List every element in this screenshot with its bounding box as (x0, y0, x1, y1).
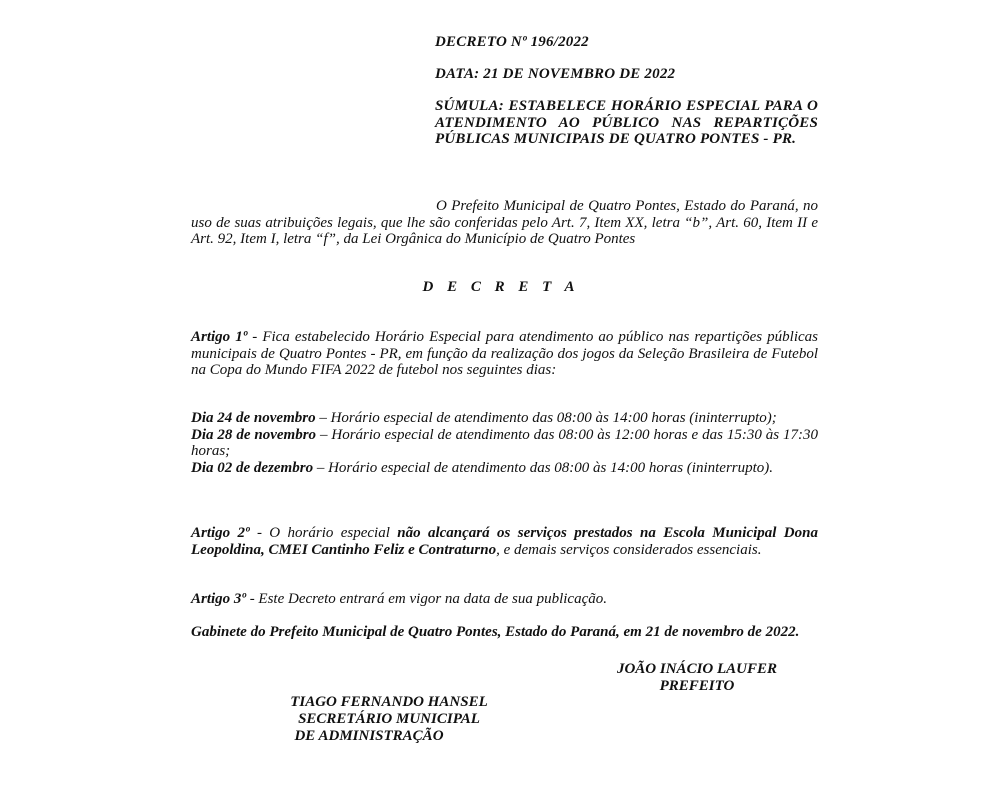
schedule-day-label: Dia 02 de dezembro (191, 459, 314, 476)
mayor-title: PREFEITO (659, 678, 735, 694)
secretary-name: TIAGO FERNANDO HANSEL (290, 694, 488, 710)
secretary-title-line1: SECRETÁRIO MUNICIPAL (298, 711, 480, 727)
secretary-title-line2: DE ADMINISTRAÇÃO (294, 728, 444, 744)
mayor-name: JOÃO INÁCIO LAUFER (616, 661, 778, 677)
schedule-day-text: – Horário especial de atendimento das 08:00 às 14:00 horas (ininterrupto). (313, 459, 774, 476)
decree-number: DECRETO Nº 196/2022 (435, 34, 589, 50)
article-3-label: Artigo 3º (191, 591, 246, 607)
decree-date: DATA: 21 DE NOVEMBRO DE 2022 (435, 66, 676, 82)
article-1-label: Artigo 1º (191, 329, 248, 345)
secretary-signature-block (262, 694, 516, 745)
article-2-paragraph (191, 525, 818, 558)
article-3-text: - Este Decreto entrará em vigor na data de sua publicação. (245, 591, 607, 607)
schedule-day-text: – Horário especial de atendimento das 08:00 às 14:00 horas (ininterrupto); (315, 410, 777, 426)
preamble-paragraph: O Prefeito Municipal de Quatro Pontes, Estado do Paraná, no uso de suas atribuições legais, que lhe são conferidas pelo Art. 7, Item XX, letra “b”, Art. 60, Item II e Art. 92, Item I, letra “f”, da Lei Orgânica do Município de Quatro Pontes (191, 198, 818, 247)
article-2-text-before: - O horário especial (249, 525, 398, 541)
decree-summary: SÚMULA: ESTABELECE HORÁRIO ESPECIAL PARA O ATENDIMENTO AO PÚBLICO NAS REPARTIÇÕES PÚBLICAS MUNICIPAIS DE QUATRO PONTES - PR. (435, 98, 818, 147)
mayor-signature-block (590, 661, 804, 695)
schedule-day-text: – Horário especial de atendimento das 08:00 às 12:00 horas e das 15:30 às 17:30 horas; (191, 426, 818, 459)
article-2-emphasis: não alcançará os serviços prestados na Escola Municipal Dona Leopoldina, CMEI Cantinho Feliz e Contraturno (191, 525, 818, 558)
schedule-day-label: Dia 24 de novembro (191, 410, 316, 426)
decreta-heading: D E C R E T A (422, 279, 580, 295)
article-1-paragraph (191, 329, 818, 379)
schedule-item (191, 460, 818, 477)
article-3-paragraph (191, 591, 818, 608)
schedule-list (191, 410, 818, 476)
article-2-label: Artigo 2º (191, 525, 250, 541)
article-1-text: - Fica estabelecido Horário Especial para atendimento ao público nas repartições públicas municipais de Quatro Pontes - PR, em função da realização dos jogos da Seleção Brasileira de Futebol na Copa do Mundo FIFA 2022 de futebol nos seguintes dias: (191, 329, 818, 378)
article-2-text-after: , e demais serviços considerados essenciais. (496, 541, 762, 558)
closing-paragraph: Gabinete do Prefeito Municipal de Quatro Pontes, Estado do Paraná, em 21 de novembro de 2022. (191, 624, 800, 640)
schedule-item (191, 410, 818, 427)
schedule-day-label: Dia 28 de novembro (191, 426, 317, 443)
schedule-item (191, 427, 818, 460)
